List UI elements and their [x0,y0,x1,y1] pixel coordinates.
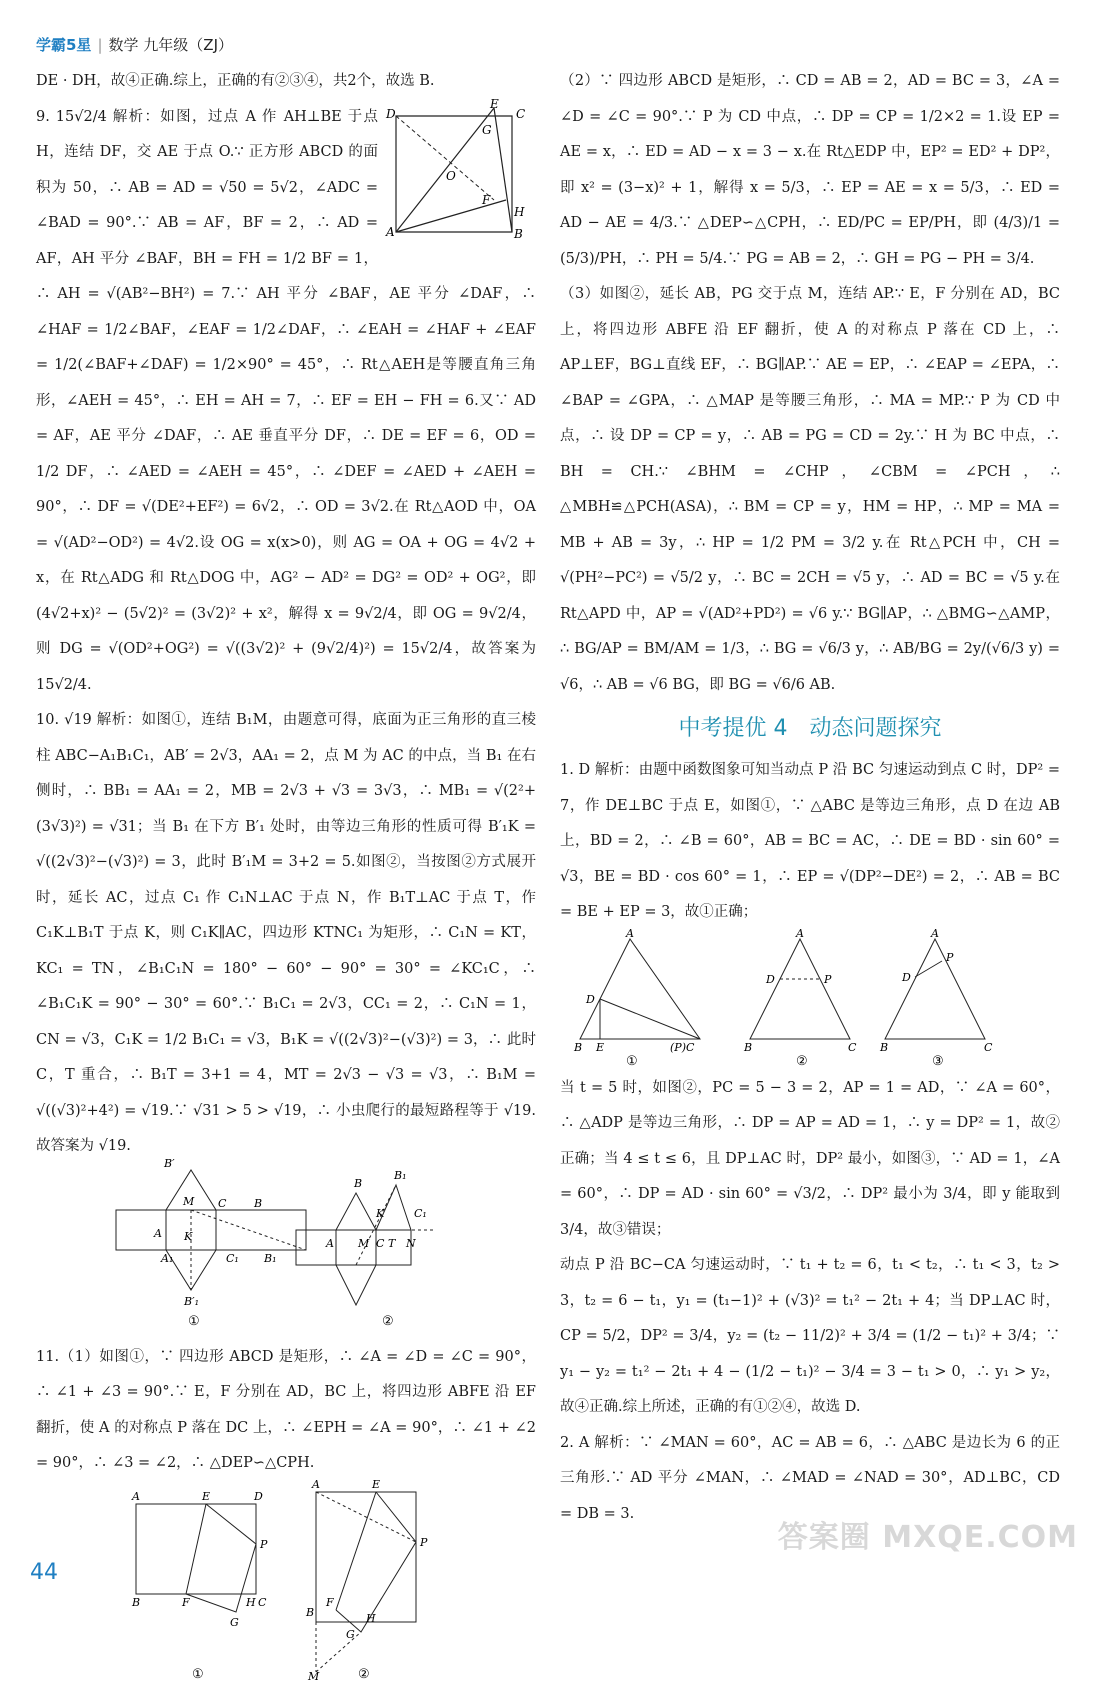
svg-text:G: G [346,1627,355,1641]
svg-text:A: A [132,1489,140,1503]
svg-text:A: A [386,224,395,239]
page-number: 44 [30,1560,58,1585]
svg-text:M: M [358,1236,370,1250]
right-para-q2: 2. A 解析：∵ ∠MAN = 60°，AC = AB = 6，∴ △ABC 是边长为 6 的正三角形.∵ AD 平分 ∠MAN，∴ ∠MAD = ∠NAD = 30°，AD⊥BC，CD = DB = 3. [560,1434,1060,1522]
svg-text:P: P [420,1535,428,1549]
svg-text:F: F [182,1595,190,1609]
svg-text:A: A [154,1226,162,1240]
svg-text:A: A [796,926,804,940]
svg-text:E: E [372,1477,381,1491]
figure-q11-rectangles [36,1477,536,1692]
svg-text:H: H [514,204,525,219]
svg-text:D: D [254,1489,263,1503]
svg-text:P: P [946,950,954,964]
svg-text:E: E [490,96,499,111]
right-para-3: （3）如图②，延长 AB，PG 交于点 M，连结 AP.∵ E，F 分别在 AD，BC 上，将四边形 ABFE 沿 EF 翻折，使 A 的对称点 P 落在 CD 上，∴ AP⊥EF，BG⊥直线 EF，∴ BG∥AP.∵ AE = EP，∴ ∠EAP = ∠EPA，∴ ∠BAP = ∠GPA，∴ △MAP 是等腰三角形，∴ MA = MP.∵ P 为 CD 中点，∴ 设 DP = CP = y，∴ AB = PG = CD = 2y.∵ H 为 BC 中点，∴ BH = CH.∵ ∠BHM = ∠CHP，∠CBM = ∠PCH，∴ △MBH≌△PCH(ASA)，∴ BM = CP = y，HM = HP，∴ MP = MA = MB + AB = 3y，∴ HP = 1/2 PM = 3/2 y.在 Rt△PCH 中，CH = √(PH²−PC²) = √5/2 y，∴ BC = 2CH = √5 y，∴ AD = BC = √5 y.在 Rt△APD 中，AP = √(AD²+PD²) = √6 y.∵ BG∥AP，∴ △BMG∽△AMP，∴ BG/AP = BM/AM = 1/3，∴ BG = √6/3 y，∴ AB/BG = 2y/(√6/3 y) = √6，∴ AB = √6 BG，即 BG = √6/6 AB. [560,286,1060,693]
svg-text:C: C [984,1040,993,1054]
right-para-dyn3: 动点 P 沿 BC−CA 匀速运动时，∵ t₁ + t₂ = 6，t₁ < t₂，∴ t₁ < 3，t₂ > 3，t₂ = 6 − t₁，y₁ = (t₁−1)² + (√3)² = t₁² − 2t₁ + 4；当 DP⊥AC 时，CP = 5/2，DP² = 3/4，y₂ = (t₂ − 11/2)² + 3/4 = (1/2 − t₁)² + 3/4；∵ y₁ − y₂ = t₁² − 2t₁ + 4 − (1/2 − t₁)² − 3/4 = 3 − t₁ > 0，∴ y₁ > y₂，故④正确.综上所述，正确的有①②④，故选 D. [560,1257,1060,1415]
subject-label: 数学 [108,36,139,54]
watermark: 答案圈 MXQE.COM [777,1520,1078,1555]
svg-text:B₁: B₁ [394,1168,407,1182]
figure-q9-square [386,96,536,254]
svg-text:O: O [446,168,456,183]
svg-text:M: M [308,1669,320,1683]
svg-text:K: K [184,1229,193,1243]
svg-text:C₁: C₁ [226,1251,239,1265]
left-column [36,64,536,1692]
svg-text:C: C [376,1236,385,1250]
svg-text:C: C [258,1595,267,1609]
svg-text:K: K [376,1206,385,1220]
svg-text:D: D [586,992,595,1006]
right-para-2: （2）∵ 四边形 ABCD 是矩形，∴ CD = AB = 2，AD = BC = 3，∠A = ∠D = ∠C = 90°.∵ P 为 CD 中点，∴ DP = CP = 1/2×2 = 1.设 EP = AE = x，∴ ED = AD − x = 3 − x.在 Rt△EDP 中，EP² = ED² + DP²，即 x² = (3−x)² + 1，解得 x = 5/3，∴ EP = AE = x = 5/3，∴ ED = AD − AE = 4/3.∵ △DEP∽△CPH，∴ ED/PC = EP/PH，即 (4/3)/1 = (5/3)/PH，∴ PH = 5/4.∵ PG = AB = 2，∴ GH = PG − PH = 3/4. [560,73,1060,267]
svg-text:B₁: B₁ [264,1251,277,1265]
svg-text:G: G [482,122,492,137]
left-para-q11: 11.（1）如图①，∵ 四边形 ABCD 是矩形，∴ ∠A = ∠D = ∠C = 90°，∴ ∠1 + ∠3 = 90°.∵ E，F 分别在 AD，BC 上，将四边形 ABFE 沿 EF 翻折，使 A 的对称点 P 落在 DC 上，∴ ∠EPH = ∠A = 90°，∴ ∠1 + ∠2 = 90°，∴ ∠3 = ∠2，∴ △DEP∽△CPH. [36,1348,536,1471]
section-title: 中考提优 4 动态问题探究 [678,716,942,741]
svg-text:G: G [230,1615,239,1629]
svg-text:B: B [744,1040,753,1054]
svg-text:B: B [254,1196,263,1210]
svg-text:A: A [326,1236,334,1250]
svg-text:F: F [326,1595,334,1609]
svg-text:B: B [514,226,523,241]
right-column [560,64,1060,1532]
svg-text:D: D [902,970,911,984]
left-para-1: DE · DH，故④正确.综上，正确的有②③④，共2个，故选 B. [36,73,435,89]
svg-text:A: A [312,1477,320,1491]
svg-text:P: P [260,1537,268,1551]
grade-label: 九年级（ZJ） [143,36,233,54]
svg-text:A₁: A₁ [161,1251,174,1265]
svg-text:F: F [482,192,491,207]
page-header: 学霸5星 | 数学 九年级（ZJ） [36,36,233,54]
svg-text:C: C [218,1196,227,1210]
svg-text:A: A [931,926,939,940]
svg-text:E: E [202,1489,211,1503]
svg-text:D: D [766,972,775,986]
right-para-dyn2: 当 t = 5 时，如图②，PC = 5 − 3 = 2，AP = 1 = AD，∵ ∠A = 60°，∴ △ADP 是等边三角形，∴ DP = AP = AD = 1，∴ y = DP² = 1，故②正确；当 4 ≤ t ≤ 6，且 DP⊥AC 时，DP² 最小，如图③，∵ AD = 1，∠A = 60°，∴ DP = AD · sin 60° = √3/2，∴ DP² 最小为 3/4，即 y 能取到 3/4，故③错误； [560,1079,1060,1238]
svg-text:C₁: C₁ [414,1206,427,1220]
svg-text:B: B [132,1595,141,1609]
figure-triangles [560,926,1060,1071]
svg-text:T: T [388,1236,396,1250]
right-para-dyn1: 1. D 解析：由题中函数图象可知当动点 P 沿 BC 匀速运动到点 C 时，DP² = 7，作 DE⊥BC 于点 E，如图①，∵ △ABC 是等边三角形，点 D 在边 AB 上，BD = 2，∴ ∠B = 60°，AB = BC = AC，∴ DE = BD · sin 60° = √3，BE = BD · cos 60° = 1，∴ EP = √(DP²−DE²) = 2，∴ AB = BC = BE + EP = 3，故①正确； [560,762,1060,920]
fig-label-1: ① [188,1313,200,1329]
tri-label-1: ① [626,1053,638,1069]
svg-text:B: B [306,1605,315,1619]
svg-text:H: H [366,1611,376,1625]
svg-text:B: B [880,1040,889,1054]
fig-label-q11-1: ① [192,1666,204,1682]
brand-logo: 学霸5星 [36,36,92,54]
svg-text:C: C [848,1040,857,1054]
svg-text:E: E [596,1040,605,1054]
tri-label-3: ③ [932,1053,944,1069]
fig-label-q11-2: ② [358,1666,370,1682]
svg-text:N: N [406,1236,416,1250]
svg-text:B′₁: B′₁ [184,1294,199,1308]
figure-q10-nets [36,1156,536,1340]
left-para-q9: 9. 15√2/4 解析：如图，过点 A 作 AH⊥BE 于点 H，连结 DF，交 AE 于点 O.∵ 正方形 ABCD 的面积为 50，∴ AB = AD = √50 = 5√2，∠ADC = ∠BAD = 90°.∵ AB = AF，BF = 2，∴ AD = AF，AH 平分 ∠BAF，BH = FH = 1/2 BF = 1，∴ AH = √(AB²−BH²) = 7.∵ AH 平分 ∠BAF，AE 平分 ∠DAF，∴ ∠HAF = 1/2∠BAF，∠EAF = 1/2∠DAF，∴ ∠EAH = ∠HAF + ∠EAF = 1/2(∠BAF+∠DAF) = 1/2×90° = 45°，∴ Rt△AEH是等腰直角三角形，∠AEH = 45°，∴ EH = AH = 7，∴ EF = EH − FH = 6.又∵ AD = AF，AE 平分 ∠DAF，∴ AE 垂直平分 DF，∴ DE = EF = 6，OD = 1/2 DF，∴ ∠AED = ∠AEH = 45°，∴ ∠DEF = ∠AED + ∠AEH = 90°，∴ DF = √(DE²+EF²) = 6√2，∴ OD = 3√2.在 Rt△AOD 中，OA = √(AD²−OD²) = 4√2.设 OG = x(x>0)，则 AG = OA + OG = 4√2 + x，在 Rt△ADG 和 Rt△DOG 中，AG² − AD² = DG² = OD² + OG²，即(4√2+x)² − (5√2)² = (3√2)² + x²，解得 x = 9√2/4，即 OG = 9√2/4，则 DG = √(OD²+OG²) = √((3√2)² + (9√2/4)²) = 15√2/4，故答案为 15√2/4. [36,108,536,693]
fig-label-2: ② [382,1313,394,1329]
svg-text:D: D [386,106,396,121]
svg-text:B: B [354,1176,363,1190]
left-para-q10: 10. √19 解析：如图①，连结 B₁M，由题意可得，底面为正三角形的直三棱柱 ABC−A₁B₁C₁，AB′ = 2√3，AA₁ = 2，点 M 为 AC 的中点，当 B₁ 在右侧时，∴ BB₁ = AA₁ = 2，MB = 2√3 + √3 = 3√3，∴ MB₁ = √(2²+(3√3)²) = √31；当 B₁ 在下方 B′₁ 处时，由等边三角形的性质可得 B′₁K = √((2√3)²−(√3)²) = 3，此时 B′₁M = 3+2 = 5.如图②，当按图②方式展开时，延长 AC，过点 C₁ 作 C₁N⊥AC 于点 N，作 B₁T⊥AC 于点 T，作 C₁K⊥B₁T 于点 K，则 C₁K∥AC，四边形 KTNC₁ 为矩形，∴ C₁N = KT，KC₁ = TN，∠B₁C₁N = 180° − 60° − 90° = 30° = ∠KC₁C，∴ ∠B₁C₁K = 90° − 30° = 60°.∵ B₁C₁ = 2√3，CC₁ = 2，∴ C₁N = 1，CN = √3，C₁K = 1/2 B₁C₁ = √3，B₁K = √((2√3)²−(√3)²) = 3，∴ 此时 C，T 重合，∴ B₁T = 3+1 = 4，MT = 2√3 − √3 = √3，∴ B₁M = √((√3)²+4²) = √19.∵ √31 > 5 > √19，∴ 小虫爬行的最短路程等于 √19.故答案为 √19. [36,712,536,1154]
svg-text:P: P [824,972,832,986]
tri-label-2: ② [796,1053,808,1069]
svg-text:B: B [574,1040,583,1054]
svg-text:H: H [246,1595,256,1609]
svg-text:A: A [626,926,634,940]
svg-text:B′: B′ [164,1156,175,1170]
svg-text:(P)C: (P)C [670,1040,695,1054]
svg-text:C: C [516,106,526,121]
svg-text:M: M [183,1194,195,1208]
